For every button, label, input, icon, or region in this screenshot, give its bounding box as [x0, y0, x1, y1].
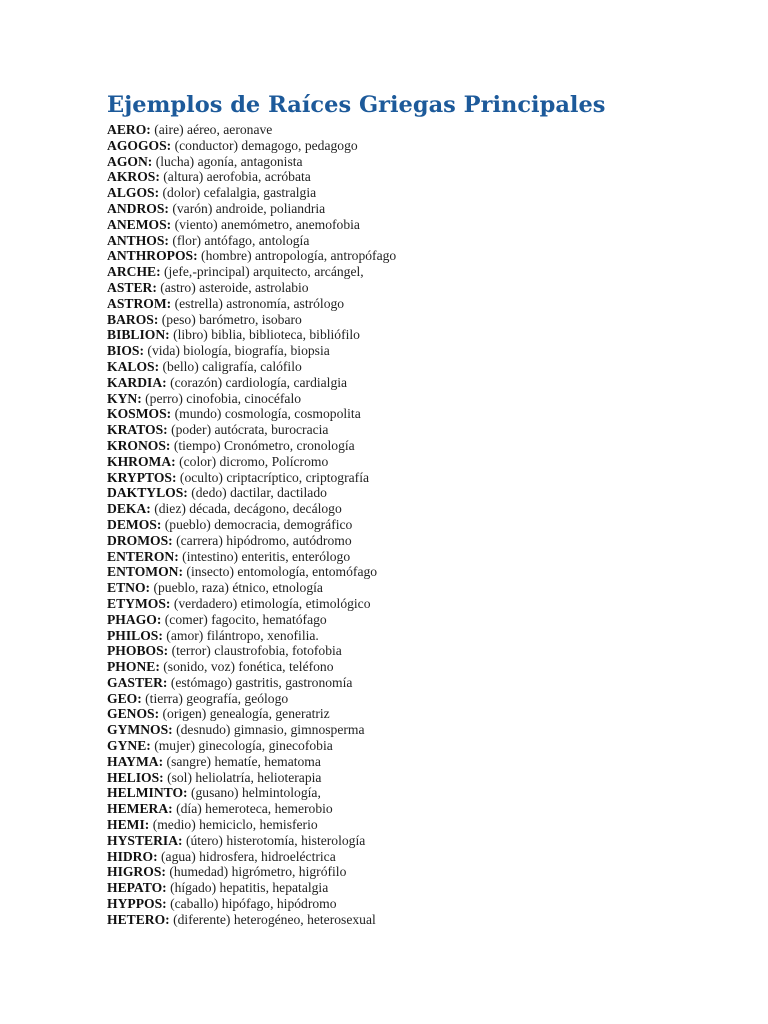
root-meaning: (sol) heliolatría, helioterapia: [163, 769, 322, 785]
list-item: [107, 470, 747, 486]
root-meaning: (útero) histerotomía, histerología: [182, 832, 366, 848]
root-term: ANTHROPOS:: [107, 248, 198, 264]
list-item: [107, 880, 747, 896]
root-meaning: (vida) biología, biografía, biopsia: [144, 343, 330, 359]
list-item: [107, 312, 747, 328]
list-item: [107, 691, 747, 707]
root-meaning: (varón) androide, poliandria: [168, 200, 326, 216]
root-term: PHONE:: [107, 659, 160, 675]
root-term: ANEMOS:: [107, 216, 172, 232]
root-meaning: (poder) autócrata, burocracia: [167, 422, 329, 438]
list-item: [107, 169, 747, 185]
list-item: [107, 327, 747, 343]
root-term: HAYMA:: [107, 753, 164, 769]
list-item: [107, 264, 747, 280]
root-meaning: (dedo) dactilar, dactilado: [187, 485, 327, 501]
list-item: [107, 280, 747, 296]
list-item: [107, 201, 747, 217]
root-term: DEKA:: [107, 501, 151, 517]
list-item: [107, 375, 747, 391]
root-meaning: (viento) anemómetro, anemofobia: [171, 216, 360, 232]
root-meaning: (conductor) demagogo, pedagogo: [171, 137, 358, 153]
root-term: KRYPTOS:: [107, 469, 177, 485]
root-term: HELIOS:: [107, 769, 164, 785]
root-term: HYSTERIA:: [107, 832, 183, 848]
root-meaning: (pueblo, raza) étnico, etnología: [150, 580, 323, 596]
root-term: ASTROM:: [107, 295, 172, 311]
root-term: HIGROS:: [107, 864, 166, 880]
root-term: ANDROS:: [107, 200, 169, 216]
root-term: AERO:: [107, 122, 151, 137]
root-term: BIOS:: [107, 343, 145, 359]
list-item: [107, 833, 747, 849]
root-meaning: (corazón) cardiología, cardialgia: [166, 374, 348, 390]
list-item: [107, 517, 747, 533]
list-item: [107, 738, 747, 754]
root-term: ENTOMON:: [107, 564, 184, 580]
root-term: HELMINTO:: [107, 785, 188, 801]
root-term: KARDIA:: [107, 374, 167, 390]
root-meaning: (terror) claustrofobia, fotofobia: [168, 643, 342, 659]
root-meaning: (agua) hidrosfera, hidroeléctrica: [157, 848, 336, 864]
root-meaning: (estómago) gastritis, gastronomía: [167, 674, 353, 690]
list-item: [107, 896, 747, 912]
root-meaning: (libro) biblia, biblioteca, bibliófilo: [169, 327, 360, 343]
list-item: [107, 864, 747, 880]
list-item: [107, 643, 747, 659]
root-meaning: (peso) barómetro, isobaro: [158, 311, 302, 327]
list-item: [107, 343, 747, 359]
root-term: KYN:: [107, 390, 142, 406]
list-item: [107, 849, 747, 865]
list-item: [107, 122, 747, 138]
list-item: [107, 391, 747, 407]
root-meaning: (mundo) cosmología, cosmopolita: [171, 406, 361, 422]
list-item: [107, 296, 747, 312]
root-meaning: (jefe,-principal) arquitecto, arcángel,: [160, 264, 364, 280]
list-item: [107, 422, 747, 438]
list-item: [107, 154, 747, 170]
root-term: KALOS:: [107, 358, 160, 374]
root-meaning: (tierra) geografía, geólogo: [141, 690, 289, 706]
root-meaning: (color) dicromo, Polícromo: [175, 453, 329, 469]
root-term: AGOGOS:: [107, 137, 172, 153]
root-term: ASTER:: [107, 279, 157, 295]
root-term: AKROS:: [107, 169, 160, 185]
root-term: HEMERA:: [107, 801, 173, 817]
list-item: [107, 248, 747, 264]
list-item: [107, 770, 747, 786]
root-meaning: (estrella) astronomía, astrólogo: [171, 295, 345, 311]
list-item: [107, 485, 747, 501]
root-term: ANTHOS:: [107, 232, 169, 248]
list-item: [107, 438, 747, 454]
root-term: ARCHE:: [107, 264, 161, 280]
root-term: KOSMOS:: [107, 406, 172, 422]
root-meaning: (insecto) entomología, entomófago: [183, 564, 378, 580]
root-term: ETNO:: [107, 580, 151, 596]
root-term: DROMOS:: [107, 532, 173, 548]
root-meaning: (carrera) hipódromo, autódromo: [172, 532, 352, 548]
list-item: [107, 185, 747, 201]
list-item: [107, 801, 747, 817]
list-item: [107, 817, 747, 833]
list-item: [107, 596, 747, 612]
root-meaning: (flor) antófago, antología: [168, 232, 310, 248]
root-meaning: (hombre) antropología, antropófago: [197, 248, 397, 264]
root-term: KRONOS:: [107, 437, 171, 453]
root-meaning: (pueblo) democracia, demográfico: [161, 516, 353, 532]
root-meaning: (intestino) enteritis, enterólogo: [178, 548, 351, 564]
list-item: [107, 612, 747, 628]
root-term: PHILOS:: [107, 627, 163, 643]
root-meaning: (desnudo) gimnasio, gimnosperma: [172, 722, 365, 738]
root-term: HIDRO:: [107, 848, 158, 864]
root-meaning: (altura) aerofobia, acróbata: [159, 169, 311, 185]
list-item: [107, 501, 747, 517]
root-term: GEO:: [107, 690, 142, 706]
list-item: [107, 564, 747, 580]
root-meaning: (aire) aéreo, aeronave: [150, 122, 273, 137]
root-term: BAROS:: [107, 311, 159, 327]
root-term: HEPATO:: [107, 880, 167, 896]
root-meaning: (oculto) criptacríptico, criptografía: [176, 469, 370, 485]
root-meaning: (diferente) heterogéneo, heterosexual: [169, 911, 376, 927]
root-meaning: (diez) década, decágono, decálogo: [150, 501, 342, 517]
root-meaning: (verdadero) etimología, etimológico: [170, 595, 371, 611]
list-item: [107, 785, 747, 801]
root-meaning: (lucha) agonía, antagonista: [152, 153, 303, 169]
root-meaning: (sangre) hematíe, hematoma: [163, 753, 321, 769]
root-term: PHOBOS:: [107, 643, 169, 659]
root-meaning: (sonido, voz) fonética, teléfono: [159, 659, 334, 675]
root-term: DEMOS:: [107, 516, 162, 532]
root-meaning: (origen) genealogía, generatriz: [159, 706, 330, 722]
root-term: GYMNOS:: [107, 722, 173, 738]
root-term: GASTER:: [107, 674, 168, 690]
root-meaning: (medio) hemiciclo, hemisferio: [149, 817, 318, 833]
root-term: ALGOS:: [107, 185, 160, 201]
root-meaning: (tiempo) Cronómetro, cronología: [170, 437, 355, 453]
root-term: HEMI:: [107, 817, 150, 833]
list-item: [107, 675, 747, 691]
list-item: [107, 138, 747, 154]
root-meaning: (día) hemeroteca, hemerobio: [172, 801, 333, 817]
root-term: GENOS:: [107, 706, 160, 722]
page-title: Ejemplos de Raíces Griegas Principales: [107, 92, 606, 118]
root-meaning: (gusano) helmintología,: [187, 785, 321, 801]
list-item: [107, 406, 747, 422]
list-item: [107, 722, 747, 738]
root-meaning: (comer) fagocito, hematófago: [161, 611, 327, 627]
list-item: [107, 454, 747, 470]
document-page: [107, 92, 747, 928]
root-meaning: (caballo) hipófago, hipódromo: [166, 896, 337, 912]
list-item: [107, 706, 747, 722]
list-item: [107, 217, 747, 233]
root-term: GYNE:: [107, 738, 151, 754]
list-item: [107, 912, 747, 928]
root-meaning: (astro) asteroide, astrolabio: [156, 279, 309, 295]
root-meaning: (amor) filántropo, xenofilia.: [162, 627, 319, 643]
list-item: [107, 233, 747, 249]
list-item: [107, 549, 747, 565]
list-item: [107, 659, 747, 675]
root-term: HETERO:: [107, 911, 170, 927]
root-term: PHAGO:: [107, 611, 162, 627]
root-term: AGON:: [107, 153, 153, 169]
list-item: [107, 628, 747, 644]
root-meaning: (bello) caligrafía, calófilo: [159, 358, 302, 374]
root-meaning: (hígado) hepatitis, hepatalgia: [166, 880, 329, 896]
list-item: [107, 580, 747, 596]
root-term: DAKTYLOS:: [107, 485, 188, 501]
root-term: KRATOS:: [107, 422, 168, 438]
list-item: [107, 359, 747, 375]
root-term: ENTERON:: [107, 548, 179, 564]
root-term: BIBLION:: [107, 327, 170, 343]
root-term: KHROMA:: [107, 453, 176, 469]
root-meaning: (perro) cinofobia, cinocéfalo: [141, 390, 302, 406]
root-term: ETYMOS:: [107, 595, 171, 611]
root-term: HYPPOS:: [107, 896, 167, 912]
root-meaning: (mujer) ginecología, ginecofobia: [150, 738, 333, 754]
root-meaning: (dolor) cefalalgia, gastralgia: [159, 185, 317, 201]
list-item: [107, 533, 747, 549]
roots-list: [107, 122, 747, 928]
root-meaning: (humedad) higrómetro, higrófilo: [165, 864, 347, 880]
list-item: [107, 754, 747, 770]
